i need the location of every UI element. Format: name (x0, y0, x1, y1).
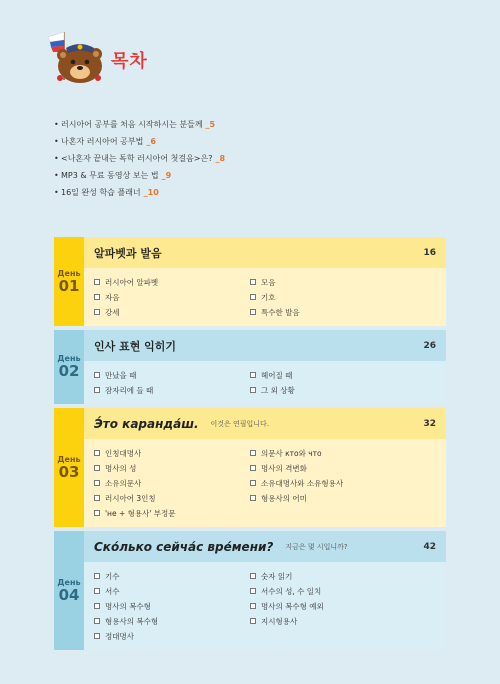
topic-item (250, 461, 436, 476)
checkbox-icon (94, 387, 100, 393)
topic-label: 모음 (261, 278, 276, 287)
topic-label: 소유대명사와 소유형용사 (261, 479, 344, 488)
topic-label: 잠자리에 들 때 (105, 386, 154, 395)
checkbox-icon (250, 279, 256, 285)
day-tab (54, 408, 84, 527)
toc-section-day-04 (54, 531, 446, 650)
checkbox-icon (94, 450, 100, 456)
topic-item (94, 599, 250, 614)
checkbox-icon (94, 495, 100, 501)
topic-item (94, 491, 250, 506)
section-subtitle: 이것은 연필입니다. (210, 419, 270, 428)
topic-label: 소유의문사 (105, 479, 142, 488)
checkbox-icon (94, 588, 100, 594)
section-subtitle: 지금은 몇 시입니까? (285, 542, 348, 551)
section-page: 26 (423, 340, 436, 351)
bear-mascot-icon (40, 28, 108, 86)
topic-label: 기호 (261, 293, 276, 302)
day-label: День (57, 454, 81, 464)
topic-item (94, 614, 250, 629)
bullet-icon: • (54, 154, 59, 163)
day-tab (54, 531, 84, 650)
topic-label: 형용사의 어미 (261, 494, 307, 503)
topic-item (94, 584, 250, 599)
section-page: 32 (423, 418, 436, 429)
checkbox-icon (250, 294, 256, 300)
topic-label: 러시아어 3인칭 (105, 494, 156, 503)
section-title: Ско́лько сейча́с вре́мени? (94, 539, 274, 554)
checkbox-icon (250, 450, 256, 456)
intro-item-page: _8 (215, 154, 226, 163)
topic-label: 서수의 성, 수 일치 (261, 587, 322, 596)
topic-item (250, 584, 436, 599)
bullet-icon: • (54, 188, 59, 197)
toc-section-day-01 (54, 237, 446, 326)
topic-label: 'не + 형용사' 부정문 (105, 509, 176, 518)
day-number: 01 (58, 276, 80, 295)
checkbox-icon (250, 387, 256, 393)
checkbox-icon (94, 309, 100, 315)
topic-item (94, 461, 250, 476)
topic-label: 특수한 발음 (261, 308, 300, 317)
checkbox-icon (250, 372, 256, 378)
topic-item (250, 290, 436, 305)
checkbox-icon (94, 480, 100, 486)
checkbox-icon (94, 294, 100, 300)
topic-label: 그 외 상황 (261, 386, 295, 395)
day-number: 04 (58, 585, 80, 604)
section-title: Э́то каранда́ш. (94, 416, 199, 431)
checkbox-icon (250, 603, 256, 609)
section-header (84, 531, 446, 562)
intro-item-text: 나혼자 러시아어 공부법 (61, 137, 144, 146)
topic-item (250, 476, 436, 491)
intro-item (54, 116, 225, 133)
topic-item (250, 491, 436, 506)
section-content (84, 531, 446, 650)
section-title: 인사 표현 익히기 (94, 339, 177, 353)
section-items (84, 268, 446, 326)
section-title: 알파벳과 발음 (94, 246, 162, 260)
section-content (84, 408, 446, 527)
checkbox-icon (94, 603, 100, 609)
topic-label: 러시아어 알파벳 (105, 278, 159, 287)
topic-item (94, 446, 250, 461)
day-tab (54, 237, 84, 326)
section-content (84, 237, 446, 326)
topic-item (94, 629, 250, 644)
checkbox-icon (94, 573, 100, 579)
topic-label: 명사의 복수형 (105, 602, 151, 611)
topic-item (94, 275, 250, 290)
section-items (84, 439, 446, 527)
bullet-icon: • (54, 137, 59, 146)
toc-section-day-02 (54, 330, 446, 404)
topic-item (250, 446, 436, 461)
topic-item (94, 383, 250, 398)
day-number: 02 (58, 362, 80, 380)
section-header (84, 408, 446, 439)
section-items (84, 562, 446, 650)
checkbox-icon (250, 573, 256, 579)
intro-item-page: _6 (146, 137, 156, 146)
topic-label: 기수 (105, 572, 120, 581)
intro-item-text: 16일 완성 학습 플래너 (61, 188, 141, 197)
topic-label: 헤어질 때 (261, 371, 293, 380)
checkbox-icon (94, 372, 100, 378)
topic-label: 의문사 кто와 что (261, 449, 322, 458)
intro-item-page: _10 (143, 188, 159, 197)
topic-label: 만났을 때 (105, 371, 137, 380)
topic-item (250, 368, 436, 383)
topic-item (250, 614, 436, 629)
intro-item-text: 러시아어 공부를 처음 시작하시는 분들께 (61, 120, 203, 129)
topic-label: 정대명사 (105, 632, 134, 641)
checkbox-icon (94, 510, 100, 516)
topic-item (250, 569, 436, 584)
checkbox-icon (94, 465, 100, 471)
day-label: День (57, 577, 81, 587)
day-number: 03 (58, 462, 80, 481)
checkbox-icon (250, 588, 256, 594)
day-tab (54, 330, 84, 404)
topic-label: 강세 (105, 308, 120, 317)
topic-item (250, 275, 436, 290)
topic-label: 숫자 읽기 (261, 572, 293, 581)
toc-section-day-03 (54, 408, 446, 527)
section-header (84, 237, 446, 268)
day-label: День (57, 354, 81, 363)
section-page: 16 (423, 247, 436, 258)
topic-label: 명사의 격변화 (261, 464, 307, 473)
topic-label: 형용사의 복수형 (105, 617, 159, 626)
page-title: 목차 (111, 51, 148, 72)
topic-item (250, 305, 436, 320)
bullet-icon: • (54, 171, 59, 180)
topic-item (94, 476, 250, 491)
day-label: День (57, 268, 81, 278)
section-content (84, 330, 446, 404)
intro-item-page: _9 (161, 171, 172, 180)
section-page: 42 (423, 541, 436, 552)
topic-label: 명사의 복수형 예외 (261, 602, 324, 611)
checkbox-icon (250, 309, 256, 315)
section-header (84, 330, 446, 361)
checkbox-icon (250, 618, 256, 624)
topic-item (94, 506, 250, 521)
bullet-icon: • (54, 120, 59, 129)
intro-item-text: <나혼자 끝내는 독학 러시아어 첫걸음>은? (61, 154, 213, 163)
intro-item (54, 133, 225, 150)
checkbox-icon (250, 465, 256, 471)
topic-item (94, 290, 250, 305)
topic-item (94, 368, 250, 383)
section-items (84, 361, 446, 404)
topic-label: 명사의 성 (105, 464, 137, 473)
topic-item (250, 383, 436, 398)
checkbox-icon (94, 279, 100, 285)
checkbox-icon (94, 618, 100, 624)
intro-item-text: MP3 & 무료 동영상 보는 법 (61, 171, 159, 180)
intro-item (54, 167, 225, 184)
topic-label: 인칭대명사 (105, 449, 142, 458)
toc-sections (54, 237, 446, 654)
topic-label: 지시형용사 (261, 617, 298, 626)
topic-label: 자음 (105, 293, 120, 302)
intro-item (54, 184, 225, 201)
topic-label: 서수 (105, 587, 120, 596)
checkbox-icon (250, 495, 256, 501)
topic-item (250, 599, 436, 614)
checkbox-icon (250, 480, 256, 486)
intro-item (54, 150, 225, 167)
intro-list (54, 116, 225, 201)
topic-item (94, 305, 250, 320)
intro-item-page: _5 (205, 120, 216, 129)
topic-item (94, 569, 250, 584)
checkbox-icon (94, 633, 100, 639)
